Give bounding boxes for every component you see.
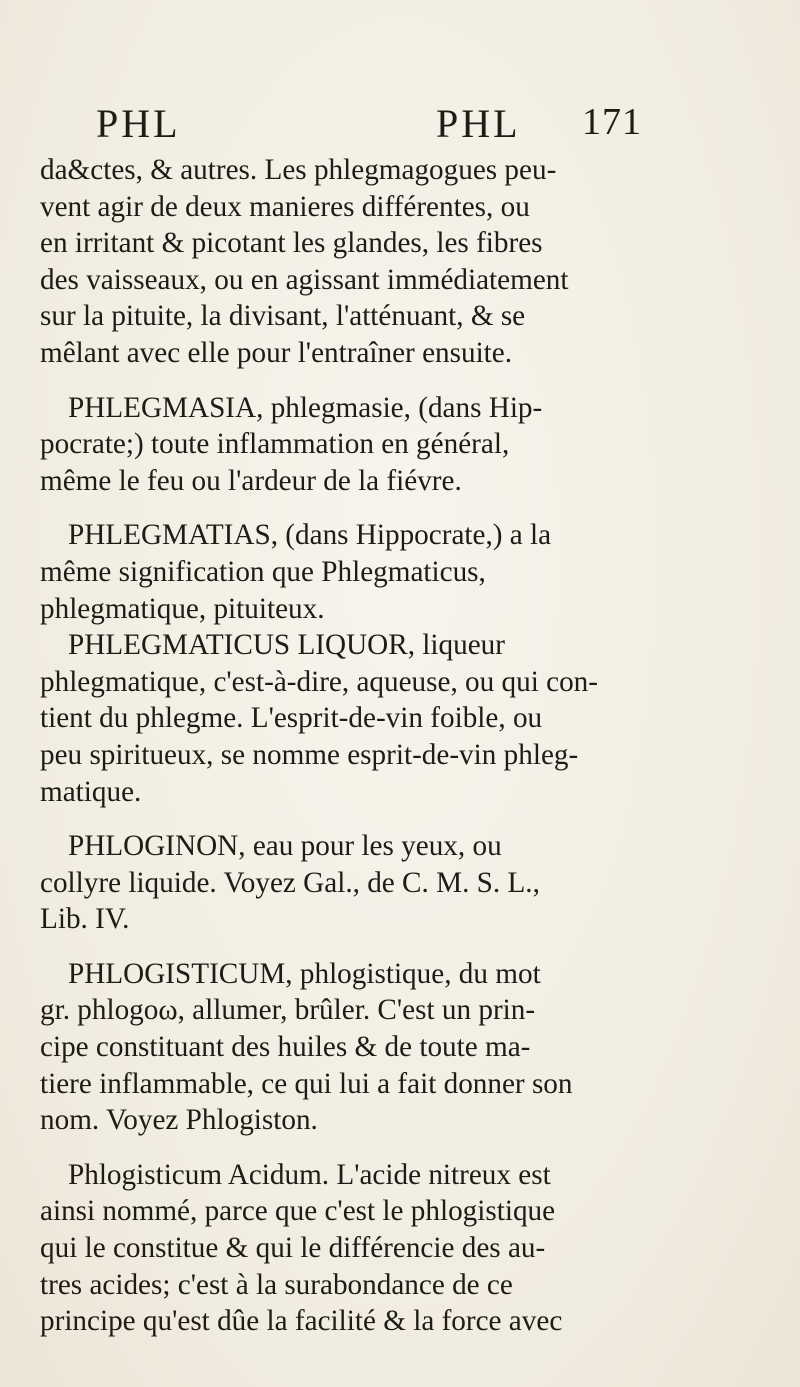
text-line: pocrate;) toute inflammation en général, [40,428,510,461]
entry-phlogisticum: PHLOGISTICUM, phlogistique, du mot [68,957,541,990]
entry-phlegmatias: PHLEGMATIAS, (dans Hippocrate,) a la [68,519,552,552]
entry-phloginon: PHLOGINON, eau pour les yeux, ou [68,830,502,863]
text-line: da&ctes, & autres. Les phlegmagogues peu- [40,154,557,186]
text-line: gr. phlogoω, allumer, brûler. C'est un prin- [40,994,536,1027]
header-right: PHL [436,101,521,146]
text-line: peu spiritueux, se nomme esprit-de-vin phleg- [40,738,579,771]
text-line: ainsi nommé, parce que c'est le phlogistique [40,1195,556,1228]
entry-phlegmaticus-liquor: PHLEGMATICUS LIQUOR, liqueur [68,629,505,662]
text-line: même signification que Phlegmaticus, [40,555,486,588]
text-line: Lib. IV. [40,903,130,936]
text-line: nom. Voyez Phlogiston. [40,1104,318,1137]
running-header [92,92,760,152]
text-line: en irritant & picotant les glandes, les fibres [40,227,543,260]
header-left: PHL [96,101,181,146]
entry-phlegmasia: PHLEGMASIA, phlegmasie, (dans Hip- [68,391,543,424]
text-line: matique. [40,775,142,808]
text-line: mêlant avec elle pour l'entraîner ensuite. [40,336,513,369]
text-line: tres acides; c'est à la surabondance de ce [40,1268,513,1301]
text-line: sur la pituite, la divisant, l'atténuant, & se [40,300,526,333]
text-line: des vaisseaux, ou en agissant immédiatement [40,263,569,296]
text-line: principe qu'est dûe la facilité & la force avec [40,1305,563,1338]
text-line: même le feu ou l'ardeur de la fiévre. [40,464,462,497]
text-line: qui le constitue & qui le différencie des au- [40,1232,546,1265]
page-number: 171 [582,101,642,143]
text-line: cipe constituant des huiles & de toute ma- [40,1031,531,1064]
text-line: tient du phlegme. L'esprit-de-vin foible, ou [40,702,543,735]
text-line: collyre liquide. Voyez Gal., de C. M. S. L., [40,866,540,899]
page-body [40,152,766,1340]
text-line: phlegmatique, c'est-à-dire, aqueuse, ou qui con- [40,665,598,698]
text-line: vent agir de deux manieres différentes, ou [40,190,530,223]
text-line: tiere inflammable, ce qui lui a fait donner son [40,1067,573,1100]
entry-phlogisticum-acidum: Phlogisticum Acidum. L'acide nitreux est [68,1158,551,1191]
text-line: phlegmatique, pituiteux. [40,592,325,625]
